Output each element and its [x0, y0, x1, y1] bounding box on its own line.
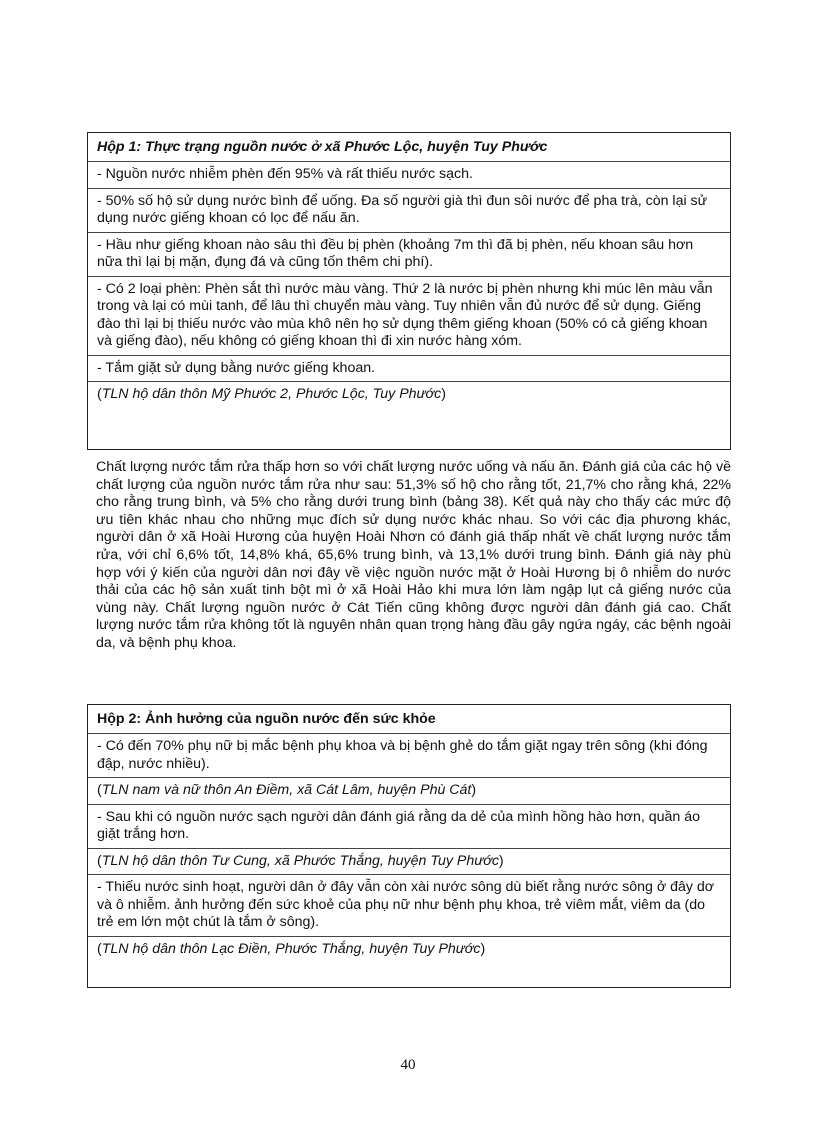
box-2-citation: (TLN hộ dân thôn Tư Cung, xã Phước Thắng, huyện Tuy Phước) [88, 848, 730, 875]
box-2-citation: (TLN nam và nữ thôn An Điềm, xã Cát Lâm, huyện Phù Cát) [88, 777, 730, 804]
page-number: 40 [400, 1057, 416, 1073]
box-1-citation: (TLN hộ dân thôn Mỹ Phước 2, Phước Lộc, Tuy Phước) [88, 381, 730, 408]
box-2-citation-text: TLN hộ dân thôn Lạc Điền, Phước Thắng, huyện Tuy Phước [101, 940, 481, 957]
box-1-citation-text: TLN hộ dân thôn Mỹ Phước 2, Phước Lộc, Tuy Phước [101, 386, 442, 402]
box-1-item: - Hầu như giếng khoan nào sâu thì đều bị phèn (khoảng 7m thì đã bị phèn, nếu khoan sâu hơn nữa thì lại bị mặn, đụng đá và cũng tốn thêm chi phí). [88, 232, 730, 276]
box-1-item: - Tắm giặt sử dụng bằng nước giếng khoan. [88, 355, 730, 382]
box-2 [87, 704, 731, 988]
body-paragraph: Chất lượng nước tắm rửa thấp hơn so với chất lượng nước uống và nấu ăn. Đánh giá của các hộ về chất lượng của nguồn nước tắm rửa như sau: 51,3% số hộ cho rằng tốt, 21,7% cho rằng khá, 22% cho rằng trung bình, và 5% cho rằng dưới trung bình (bảng 38). Kết quả này cho thấy các mức độ ưu tiên khác nhau cho những mục đích sử dụng nước khác nhau. So với các địa phương khác, người dân ở xã Hoài Hương của huyện Hoài Nhơn có đánh giá thấp nhất về chất lượng nước tắm rửa, với chỉ 6,6% tốt, 14,8% khá, 65,6% trung bình, và 13,1% dưới trung bình. Đánh giá này phù hợp với ý kiến của người dân nơi đây về việc nguồn nước mặt ở Hoài Hương bị ô nhiễm do nước thải của các hộ sản xuất tinh bột mì ở xã Hoài Hảo khi mưa lớn làm ngập lụt cả giếng nước của vùng này. Chất lượng nguồn nước ở Cát Tiến cũng không được người dân đánh giá cao. Chất lượng nước tắm rửa không tốt là nguyên nhân quan trọng hàng đầu gây ngứa ngáy, các bệnh ngoài da, và bệnh phụ khoa. [96, 459, 731, 651]
box-1 [87, 132, 731, 450]
box-2-citation-text: TLN hộ dân thôn Tư Cung, xã Phước Thắng, huyện Tuy Phước [101, 852, 499, 869]
box-1-item: - Nguồn nước nhiễm phèn đến 95% và rất thiếu nước sạch. [88, 161, 730, 188]
box-2-item: - Sau khi có nguồn nước sạch người dân đánh giá rằng da dẻ của mình hồng hào hơn, quần áo giặt trắng hơn. [88, 804, 730, 848]
box-1-title: Hộp 1: Thực trạng nguồn nước ở xã Phước Lộc, huyện Tuy Phước [97, 139, 548, 155]
box-2-item: - Thiếu nước sinh hoạt, người dân ở đây vẫn còn xài nước sông dù biết rằng nước sông ở đây dơ và ô nhiễm. ảnh hưởng đến sức khoẻ của phụ nữ như bệnh phụ khoa, trẻ viêm mắt, viêm da (do trẻ em lớn một chút là tắm ở sông). [88, 874, 730, 936]
box-1-item: - Có 2 loại phèn: Phèn sắt thì nước màu vàng. Thứ 2 là nước bị phèn nhưng khi múc lên màu vẫn trong và lại có mùi tanh, để lâu thì chuyển màu vàng. Tuy nhiên vẫn đủ nước để sử dụng. Giếng đào thì lại bị thiếu nước vào mùa khô nên họ sử dụng thêm giếng khoan (50% có cả giếng khoan và giếng đào), nếu không có giếng khoan thì đi xin nước hàng xóm. [88, 276, 730, 355]
box-1-item: - 50% số hộ sử dụng nước bình để uống. Đa số người già thì đun sôi nước để pha trà, còn lại sử dụng nước giếng khoan có lọc để nấu ăn. [88, 188, 730, 232]
box-2-citation: (TLN hộ dân thôn Lạc Điền, Phước Thắng, huyện Tuy Phước) [88, 936, 730, 963]
box-2-item: - Có đến 70% phụ nữ bị mắc bệnh phụ khoa và bị bệnh ghẻ do tắm giặt ngay trên sông (khi đóng đập, nước nhiều). [88, 733, 730, 777]
box-2-title: Hộp 2: Ảnh hưởng của nguồn nước đến sức khỏe [97, 711, 436, 727]
box-2-citation-text: TLN nam và nữ thôn An Điềm, xã Cát Lâm, huyện Phù Cát [101, 782, 472, 798]
